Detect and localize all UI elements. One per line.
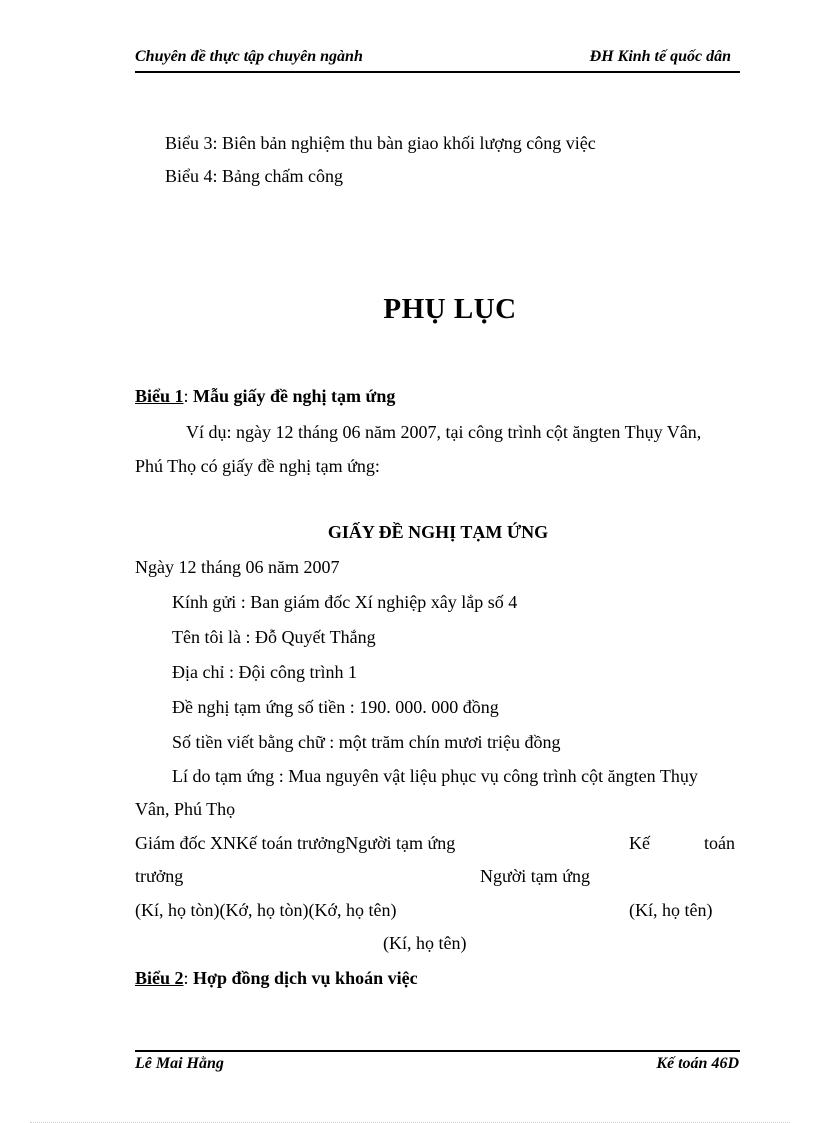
bieu1-label: Biểu 1 — [135, 386, 184, 406]
bieu1-heading — [135, 386, 395, 407]
form-address: Địa chỉ : Đội công trình 1 — [172, 662, 357, 682]
bieu1-colon: : — [183, 386, 194, 406]
bieu1-title: Mẫu giấy đề nghị tạm ứng — [193, 386, 396, 406]
example-line-2: Phú Thọ có giấy đề nghị tạm ứng: — [135, 456, 380, 476]
form-name: Tên tôi là : Đỗ Quyết Thắng — [172, 627, 376, 647]
signature-note-right: (Kí, họ tên) — [629, 900, 713, 920]
footer-right: Kế toán 46D — [656, 1055, 739, 1072]
header-rule — [135, 71, 740, 73]
signature-notes: (Kí, họ tòn)(Kớ, họ tòn)(Kớ, họ tên) — [135, 900, 397, 920]
form-date: Ngày 12 tháng 06 năm 2007 — [135, 557, 340, 577]
footer-rule — [135, 1050, 740, 1052]
intro-item-bieu4: Biểu 4: Bảng chấm công — [165, 166, 343, 186]
signature-titles: Giám đốc XNKế toán trưởngNgười tạm ứng — [135, 833, 456, 853]
header-right: ĐH Kinh tế quốc dân — [589, 48, 731, 65]
form-title: GIẤY ĐỀ NGHỊ TẠM ỨNG — [327, 522, 549, 542]
section-title: PHỤ LỤC — [383, 293, 517, 325]
bieu2-heading — [135, 968, 418, 989]
signature-title-truong: trưởng — [135, 866, 184, 886]
form-amount-words: Số tiền viết bằng chữ : một trăm chín mươi triệu đồng — [172, 732, 561, 752]
form-to: Kính gửi : Ban giám đốc Xí nghiệp xây lắp số 4 — [172, 592, 518, 612]
form-reason-line-2: Vân, Phú Thọ — [135, 799, 236, 819]
form-amount: Đề nghị tạm ứng số tiền : 190. 000. 000 đồng — [172, 697, 499, 717]
footer-left: Lê Mai Hằng — [135, 1055, 224, 1072]
signature-title-toan: toán — [704, 833, 735, 853]
bieu2-colon: : — [183, 968, 194, 988]
header-left: Chuyên đề thực tập chuyên ngành — [135, 48, 363, 65]
signature-title-ke: Kế — [629, 833, 650, 853]
signature-note-center: (Kí, họ tên) — [383, 933, 467, 953]
intro-item-bieu3: Biểu 3: Biên bản nghiệm thu bàn giao khối lượng công việc — [165, 133, 596, 153]
example-line-1: Ví dụ: ngày 12 tháng 06 năm 2007, tại công trình cột ăngten Thụy Vân, — [186, 422, 702, 442]
bieu2-label: Biểu 2 — [135, 968, 184, 988]
form-reason-line-1: Lí do tạm ứng : Mua nguyên vật liệu phục vụ công trình cột ăngten Thụy — [172, 766, 698, 786]
bieu2-title: Hợp đồng dịch vụ khoán việc — [193, 968, 418, 988]
signature-title-nguoi-tam-ung: Người tạm ứng — [480, 866, 591, 886]
